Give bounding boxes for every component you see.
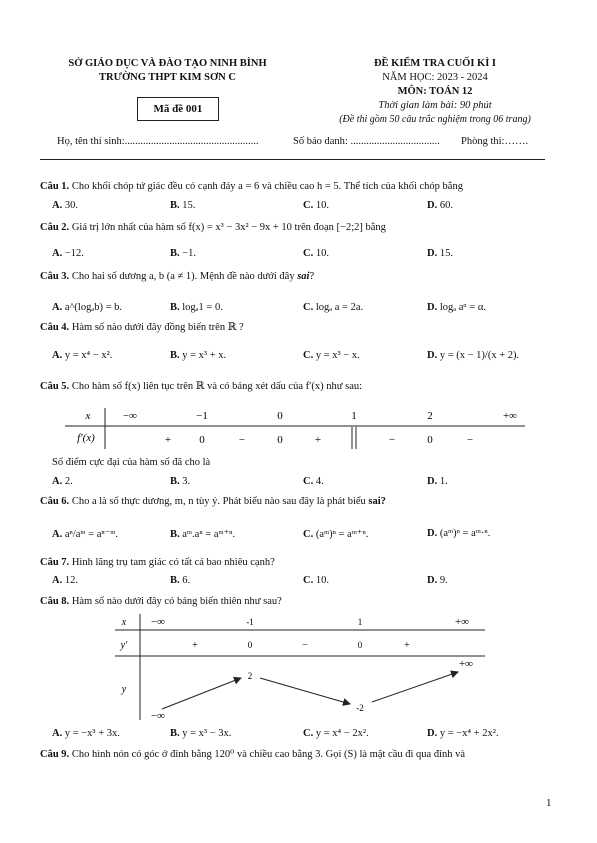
question-7: Câu 7. Hình lăng trụ tam giác có tất cả bao nhiêu cạnh?: [40, 557, 275, 568]
option-a: A. 2.: [52, 476, 73, 487]
x-value: 1: [351, 410, 357, 422]
option-d: D. 15.: [427, 248, 453, 259]
x-label: x: [121, 617, 127, 628]
option-b: B. y = x³ + x.: [170, 350, 227, 361]
question-9: Câu 9. Cho hình nón có góc ở đỉnh bằng 120⁰ và chiều cao bằng 3. Gọi (S) là mặt cầu đi qua đỉnh và: [40, 749, 466, 760]
sign: −: [302, 640, 308, 651]
room-field: Phòng thi:…….: [461, 136, 529, 147]
y-value: 2: [247, 671, 253, 681]
option-c: C. y = x³ − x.: [303, 350, 360, 361]
question-5: Câu 5. Cho hàm số f(x) liên tục trên ℝ và có bảng xét dấu của f′(x) như sau:: [40, 381, 363, 392]
yprime-label: y′: [120, 640, 128, 651]
sign: 0: [427, 434, 433, 446]
option-d: D. 9.: [427, 575, 448, 586]
option-d: D. logₐ aᵅ = α.: [427, 302, 487, 313]
x-value: −∞: [150, 616, 166, 628]
option-c: C. 10.: [303, 200, 329, 211]
sign: 0: [277, 434, 283, 446]
question-label: Câu 1.: [40, 181, 70, 192]
x-value: +∞: [502, 410, 518, 422]
sign: +: [314, 434, 322, 446]
option-a: A. aⁿ/aᵐ = aⁿ⁻ᵐ.: [52, 529, 118, 540]
derivative-label: f′(x): [77, 432, 95, 444]
option-b: B. 15.: [170, 200, 196, 211]
question-8: Câu 8. Hàm số nào dưới đây có bảng biến thiên như sau?: [40, 596, 282, 607]
duration: Thời gian làm bài: 90 phút: [378, 100, 492, 111]
x-value: −∞: [122, 410, 138, 422]
x-value: +∞: [454, 616, 470, 628]
question-1: [40, 181, 463, 192]
decreasing-arrow: [260, 678, 350, 704]
option-b: B. 6.: [170, 575, 191, 586]
subject: MÔN: TOÁN 12: [397, 86, 473, 97]
question-2: Câu 2. Giá trị lớn nhất của hàm số f(x) = x³ − 3x² − 9x + 10 trên đoạn [−2;2] bằng: [40, 222, 386, 233]
increasing-arrow: [372, 672, 458, 702]
option-c: C. logₐ a = 2a.: [303, 302, 364, 313]
x-value: 2: [427, 410, 433, 422]
question-6: Câu 6. Cho a là số thực dương, m, n tùy ý. Phát biểu nào sau đây là phát biểu sai?: [40, 496, 386, 507]
page-number: 1: [546, 797, 552, 809]
option-b: B. logₐ1 = 0.: [170, 302, 223, 313]
y-value: +∞: [458, 658, 474, 670]
sign: −: [466, 434, 474, 446]
emphasis-word: sai?: [368, 496, 386, 507]
school-name: TRƯỜNG THPT KIM SƠN C: [99, 72, 236, 83]
option-c: C. 10.: [303, 575, 329, 586]
exam-title: ĐỀ KIỂM TRA CUỐI KÌ I: [373, 58, 497, 69]
option-d: D. (aᵐ)ⁿ = aᵐ·ⁿ.: [427, 528, 491, 539]
header-divider: [40, 159, 545, 160]
option-b: B. aᵐ.aⁿ = aᵐ⁺ⁿ.: [170, 529, 236, 540]
x-value: −1: [196, 410, 208, 422]
sign: +: [164, 434, 172, 446]
increasing-arrow: [162, 678, 241, 709]
option-c: C. 10.: [303, 248, 329, 259]
x-label: x: [85, 410, 91, 422]
x-value: 1: [357, 617, 363, 627]
option-b: B. y = x³ − 3x.: [170, 728, 232, 739]
question-3: Câu 3. Cho hai số dương a, b (a ≠ 1). Mệnh đề nào dưới đây sai?: [40, 271, 315, 282]
option-a: A. −12.: [52, 248, 84, 259]
option-d: D. y = (x − 1)/(x + 2).: [427, 350, 520, 361]
sign: 0: [247, 640, 253, 650]
sign: −: [238, 434, 246, 446]
option-c: C. y = x⁴ − 2x².: [303, 728, 369, 739]
option-a: A. 30.: [52, 200, 78, 211]
exam-code: Mã đề 001: [137, 97, 219, 121]
question-text: Cho khối chóp tứ giác đều có cạnh đáy a = 6 và chiều cao h = 5. Thể tích của khối chóp bằng: [71, 181, 463, 192]
sign-table: [60, 405, 530, 451]
x-value: 0: [277, 410, 283, 422]
candidate-name-field: Họ, tên thí sinh:...................................................: [57, 136, 259, 147]
school-year: NĂM HỌC: 2023 - 2024: [382, 72, 488, 83]
option-a: A. a^(logₐb) = b.: [52, 302, 123, 313]
emphasis-word: sai: [297, 271, 310, 282]
y-value: −∞: [150, 710, 166, 722]
option-a: A. y = x⁴ − x².: [52, 350, 113, 361]
option-d: D. y = −x⁴ + 2x².: [427, 728, 499, 739]
sign: +: [192, 640, 198, 651]
sign: −: [388, 434, 396, 446]
sign: 0: [199, 434, 205, 446]
page-count-note: (Đề thi gồm 50 câu trắc nghiệm trong 06 trang): [339, 114, 531, 125]
department-name: SỞ GIÁO DỤC VÀ ĐÀO TẠO NINH BÌNH: [68, 58, 267, 69]
option-c: C. 4.: [303, 476, 324, 487]
sign: 0: [357, 640, 363, 650]
option-b: B. 3.: [170, 476, 191, 487]
sign: +: [404, 640, 410, 651]
y-label: y: [121, 684, 127, 695]
y-value: -2: [356, 703, 364, 713]
candidate-id-field: Số báo danh: ..................................: [293, 136, 440, 147]
question-5-prompt: Số điểm cực đại của hàm số đã cho là: [52, 457, 211, 468]
option-b: B. −1.: [170, 248, 197, 259]
question-4: Câu 4. Hàm số nào dưới đây đồng biến trên ℝ ?: [40, 322, 244, 333]
option-a: A. 12.: [52, 575, 78, 586]
variation-table: [110, 612, 490, 722]
option-d: D. 60.: [427, 200, 453, 211]
option-c: C. (aᵐ)ⁿ = aᵐ⁺ⁿ.: [303, 529, 369, 540]
x-value: -1: [246, 617, 254, 627]
option-a: A. y = −x³ + 3x.: [52, 728, 120, 739]
option-d: D. 1.: [427, 476, 448, 487]
